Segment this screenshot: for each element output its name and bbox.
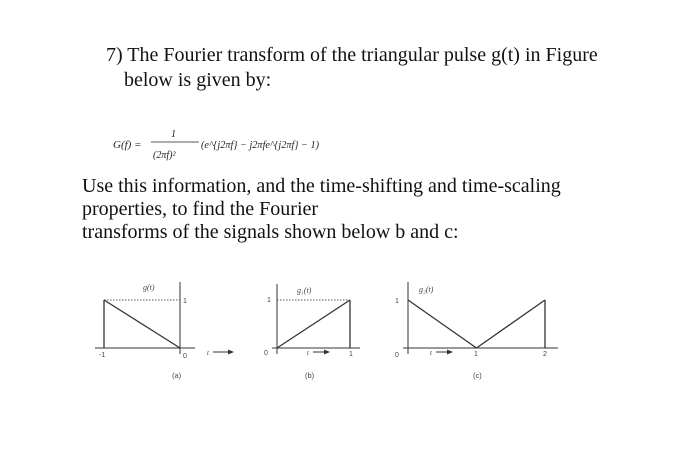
tick-2: 2 (543, 351, 547, 358)
question-line-2: below is given by: (124, 69, 272, 91)
signal-label: g₁(t) (297, 286, 312, 295)
time-label: t (430, 349, 432, 357)
amplitude-label: 1 (267, 297, 271, 304)
formula-rhs: (e^{j2πf} − j2πfe^{j2πf} − 1) (201, 140, 320, 151)
tick-0: 0 (395, 352, 399, 359)
arrow-head-icon (324, 350, 330, 355)
signal-figures (0, 270, 700, 390)
v-waveform (408, 300, 545, 348)
tick-0: 0 (264, 350, 268, 357)
figure-c (395, 282, 558, 380)
question-line-1: 7) The Fourier transform of the triangular pulse g(t) in Figure (106, 44, 598, 66)
tick-neg1: -1 (99, 352, 106, 359)
signal-label: g₂(t) (419, 285, 434, 294)
figure-a (95, 282, 234, 380)
tick-1: 1 (474, 351, 478, 358)
arrow-head-icon (447, 350, 453, 355)
formula-numerator: 1 (171, 129, 176, 140)
fourier-formula (113, 122, 323, 164)
formula-denominator: (2πf)² (153, 150, 176, 161)
tick-0: 0 (183, 353, 187, 360)
caption-b: (b) (305, 371, 315, 380)
triangle-waveform (104, 300, 180, 348)
caption-c: (c) (473, 371, 482, 380)
ramp-waveform (277, 300, 350, 348)
arrow-head-icon (228, 350, 234, 355)
figure-b (264, 284, 360, 380)
instruction-line-3: transforms of the signals shown below b and c: (82, 221, 459, 243)
caption-a: (a) (172, 371, 182, 380)
amplitude-label: 1 (395, 298, 399, 305)
instruction-line-2: properties, to find the Fourier (82, 198, 319, 220)
amplitude-label: 1 (183, 298, 187, 305)
instruction-line-1: Use this information, and the time-shifting and time-scaling (82, 175, 561, 197)
time-label: t (307, 349, 309, 357)
tick-1: 1 (349, 351, 353, 358)
signal-label: g(t) (143, 283, 155, 292)
time-label: t (207, 349, 209, 357)
formula-lhs: G(f) = (113, 139, 142, 151)
